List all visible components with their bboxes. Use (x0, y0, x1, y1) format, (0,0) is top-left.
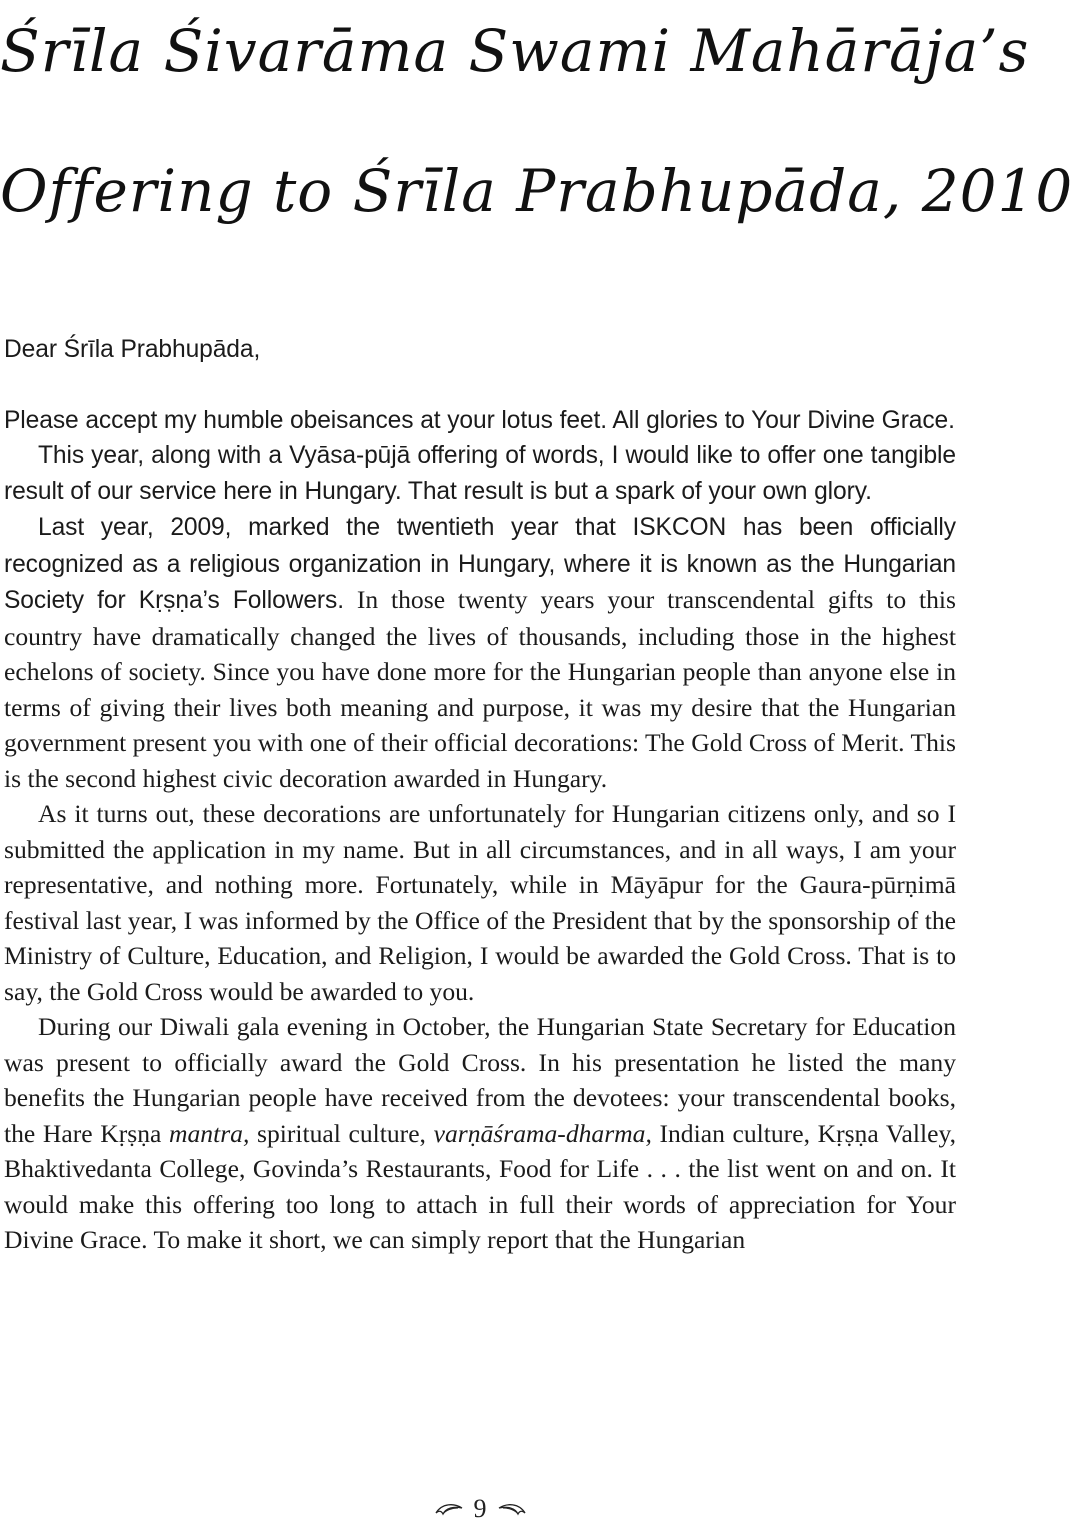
paragraph-5-part-a: During our Diwali gala evening in October, the Hungarian State Secretary for Education was present to officially award the Gold Cross. In his presentation he listed the many benefits the Hungarian people have received from the devotees: your transcendental books, the Hare Kṛṣṇa (4, 1012, 956, 1148)
paragraph-2: This year, along with a Vyāsa-pūjā offering of words, I would like to offer one tangible result of our service here in Hungary. That result is but a spark of your own glory. (4, 442, 956, 505)
letter-body (4, 332, 956, 1258)
paragraph-5-part-c: Indian culture, Kṛṣṇa Valley, Bhaktivedanta College, Govinda’s Restaurants, Food for Life . . . the list went on and on. It would make this offering too long to attach in full their words of appreciation for Your Divine Grace. To make it short, we can simply report that the Hungarian (4, 1118, 957, 1254)
paragraph-5-part-b: spiritual culture, (249, 1118, 434, 1148)
mantra-italic: mantra, (169, 1118, 250, 1148)
paragraph-5 (4, 1009, 956, 1258)
varnasrama-italic: varṇāśrama-dharma, (433, 1118, 652, 1148)
leaf-ornament-icon (434, 1502, 464, 1516)
paragraph-3 (4, 509, 956, 796)
paragraph-1: Please accept my humble obeisances at your lotus feet. All glories to Your Divine Grace. (4, 406, 955, 434)
page-footer (0, 1492, 960, 1524)
title-line-2: Offering to Śrīla Prabhupāda, 2010 (0, 157, 1073, 225)
leaf-ornament-icon (497, 1502, 527, 1516)
title-line-1: Śrīla Śivarāma Swami Mahārāja’s (0, 17, 1030, 85)
salutation: Dear Śrīla Prabhupāda, (4, 336, 261, 363)
paragraph-3-part-a: Last year, 2009, marked the twentieth year that ISKCON has been officially recognized as a religious organization in Hungary, where it is known as the Hungarian Society for Kṛṣṇa’s Followers. (4, 514, 956, 614)
paragraph-3-part-b: In those twenty years your transcendental gifts to this country have dramatically changed the lives of thousands, including those in the highest echelons of society. Since you have done more for the Hungarian people than anyone else in terms of giving their lives both meaning and purpose, it was my desire that the Hungarian government present you with one of their official decorations: The Gold Cross of Merit. This is the second highest civic decoration awarded in Hungary. (4, 585, 956, 793)
page-number: 9 (473, 1494, 487, 1524)
paragraph-4: As it turns out, these decorations are unfortunately for Hungarian citizens only, and so I submitted the application in my name. But in all circumstances, and in all ways, I am your representative, and nothing more. Fortunately, while in Māyāpur for the Gaura-pūrṇimā festival last year, I was informed by the Office of the President that by the sponsorship of the Ministry of Culture, Education, and Religion, I would be awarded the Gold Cross. That is to say, the Gold Cross would be awarded to you. (4, 799, 956, 1006)
